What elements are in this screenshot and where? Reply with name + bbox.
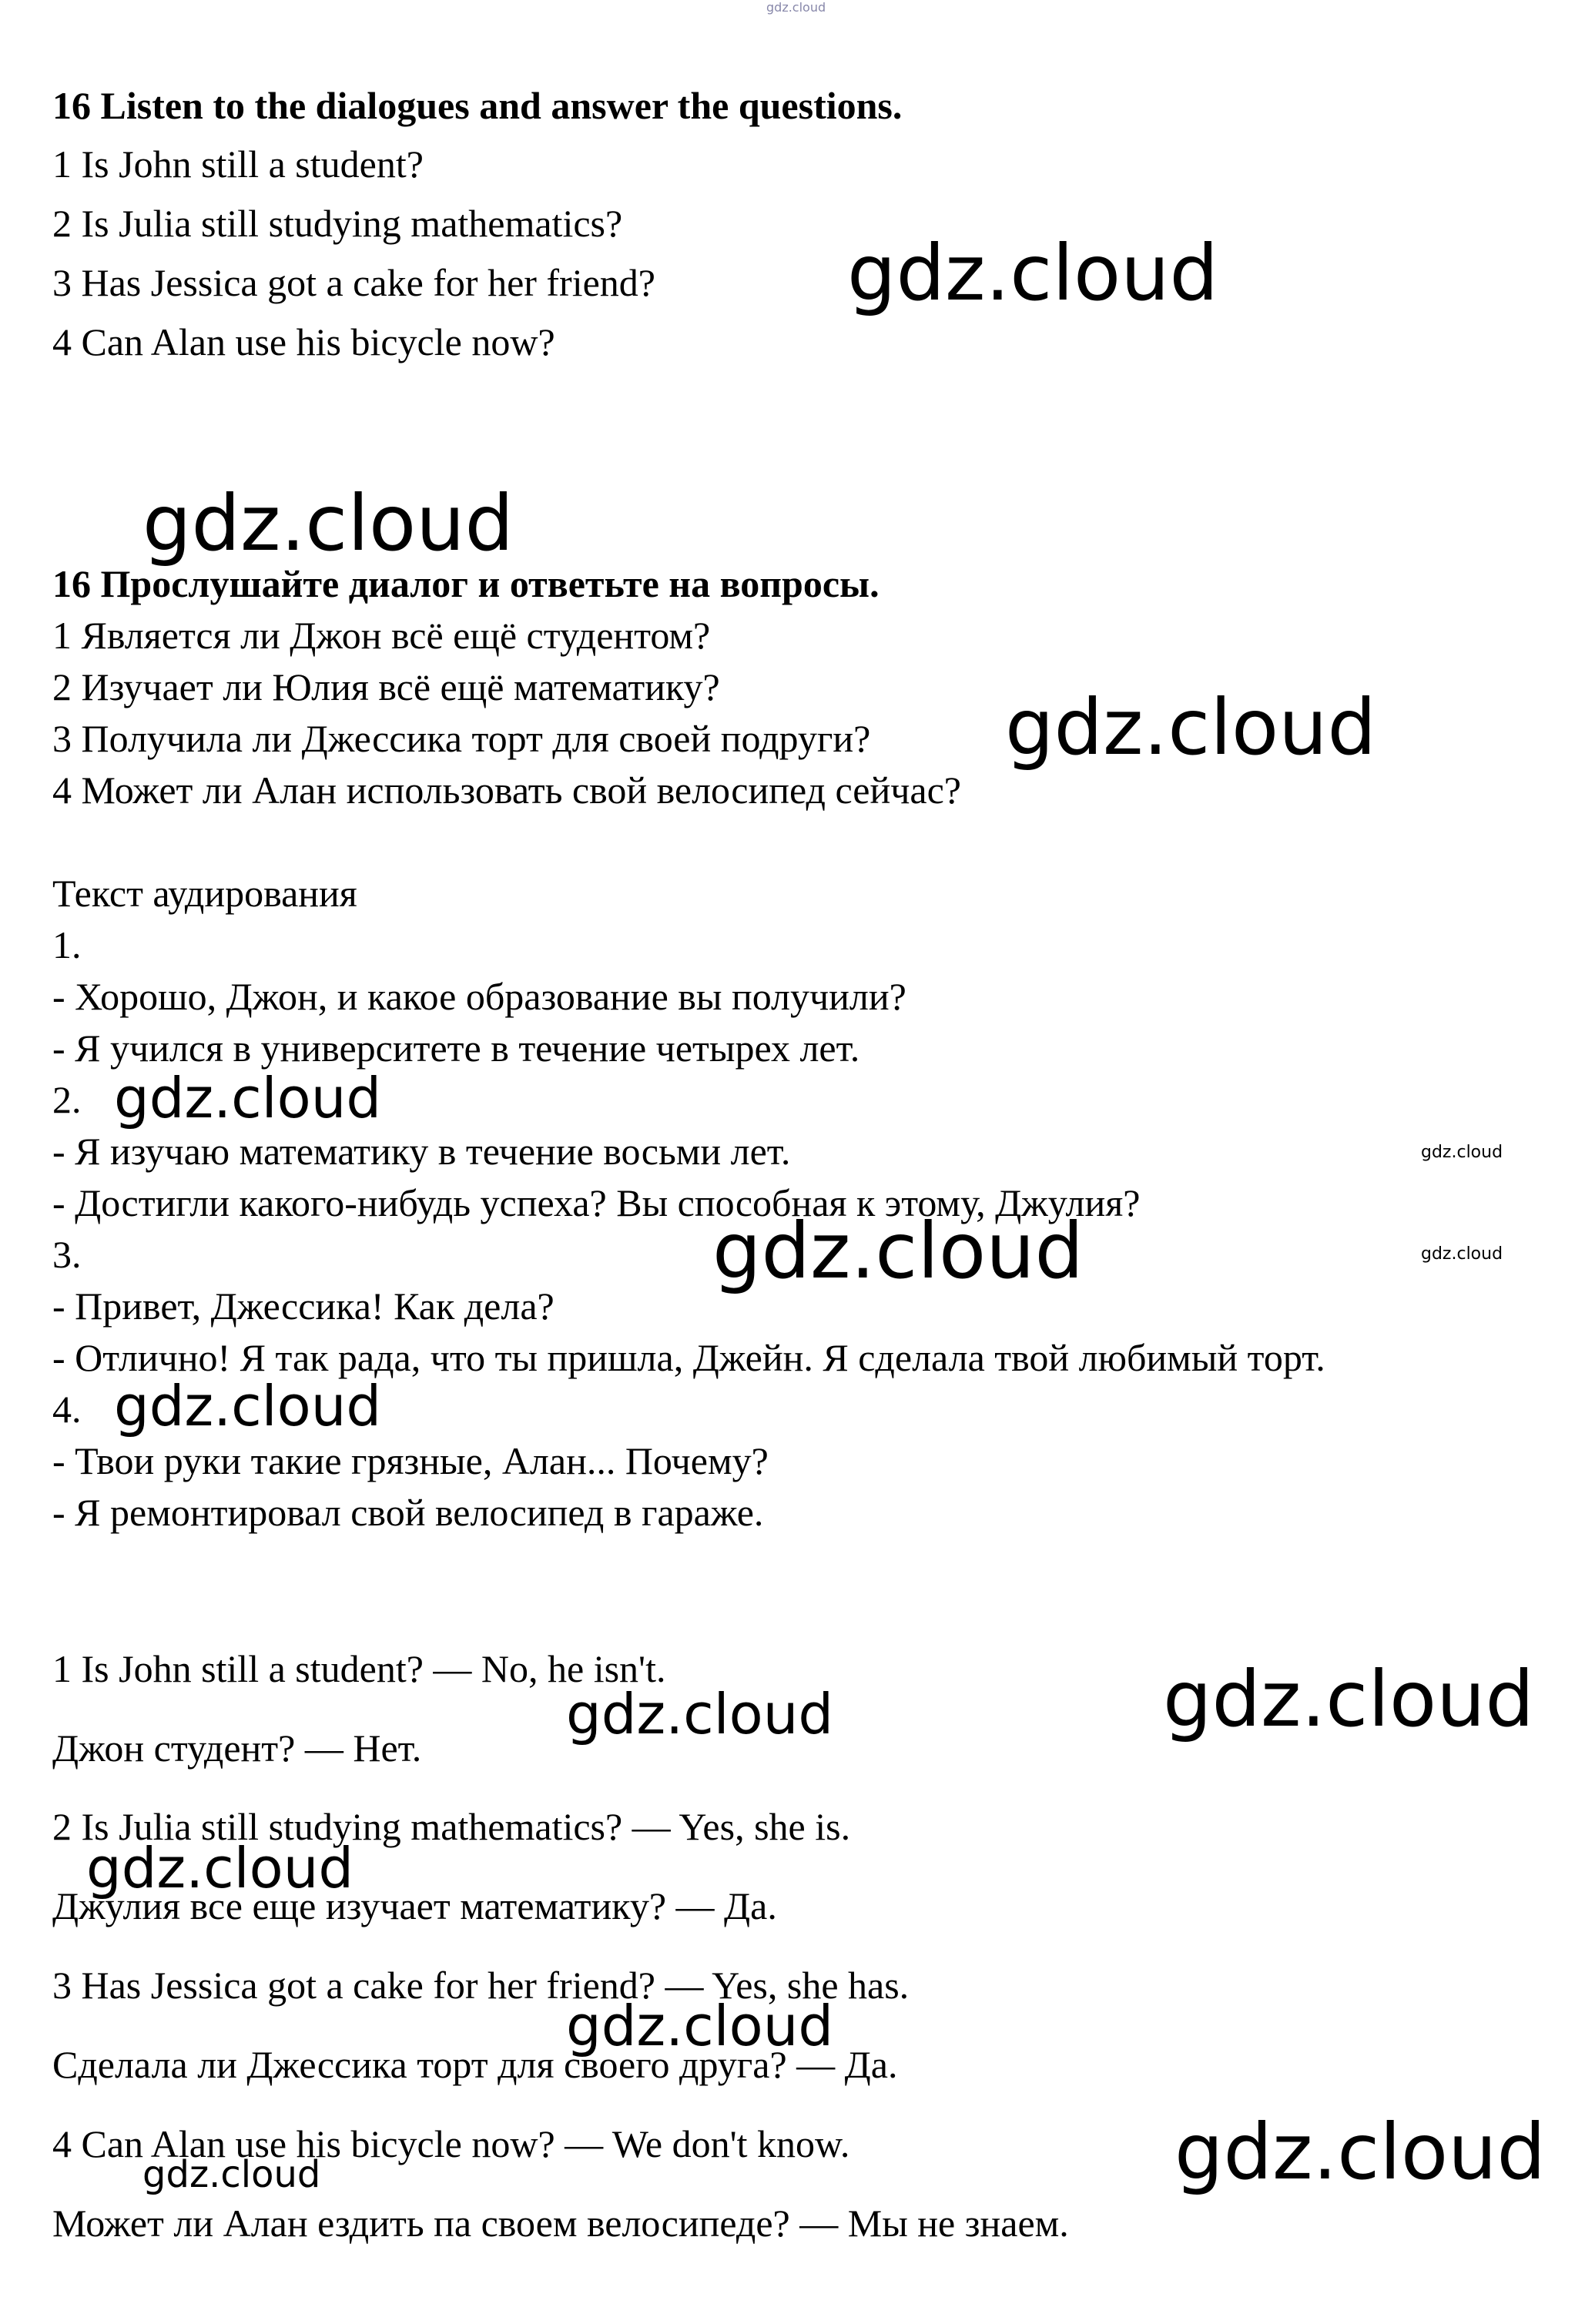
watermark-9: gdz.cloud — [1163, 1654, 1535, 1744]
dialogue-number: 2. — [52, 1078, 82, 1121]
answer-english: 4 Can Alan use his bicycle now? — We don't know. — [52, 2122, 850, 2165]
watermark-2: gdz.cloud — [142, 478, 514, 568]
dialogue-line: - Отлично! Я так рада, что ты пришла, Джейн. Я сделала твой любимый торт. — [52, 1336, 1325, 1379]
transcript-heading: Текст аудирования — [52, 872, 357, 915]
dialogue-line: - Твои руки такие грязные, Алан... Почему? — [52, 1439, 769, 1482]
dialogue-number: 4. — [52, 1388, 82, 1431]
task-question: 3 Has Jessica got a cake for her friend? — [52, 261, 655, 304]
watermark-13: gdz.cloud — [1174, 2107, 1546, 2197]
watermark-7: gdz.cloud — [1421, 1244, 1503, 1264]
dialogue-line: - Хорошо, Джон, и какое образование вы получили? — [52, 975, 906, 1018]
watermark-4: gdz.cloud — [114, 1066, 382, 1130]
answer-english: 3 Has Jessica got a cake for her friend? — Yes, she has. — [52, 1964, 910, 2007]
answer-english: 2 Is Julia still studying mathematics? — Yes, she is. — [52, 1805, 851, 1848]
dialogue-line: - Я ремонтировал свой велосипед в гараже. — [52, 1491, 764, 1534]
dialogue-line: - Я изучаю математику в течение восьми лет. — [52, 1130, 791, 1173]
task-question: 1 Is John still a student? — [52, 142, 424, 186]
watermark-11: gdz.cloud — [86, 1836, 354, 1900]
watermark-1: gdz.cloud — [847, 228, 1219, 318]
watermark-5: gdz.cloud — [1421, 1143, 1503, 1162]
answer-russian: Сделала ли Джессика торт для своего друга? — Да. — [52, 2043, 898, 2086]
translation-question: 4 Может ли Алан использовать свой велосипед сейчас? — [52, 769, 961, 812]
watermark-6: gdz.cloud — [712, 1206, 1084, 1296]
watermark-8: gdz.cloud — [114, 1374, 382, 1438]
dialogue-line: - Привет, Джессика! Как дела? — [52, 1284, 555, 1328]
translation-question: 2 Изучает ли Юлия всё ещё математику? — [52, 665, 720, 708]
answer-english: 1 Is John still a student? — No, he isn't. — [52, 1647, 666, 1690]
task-title: 16 Listen to the dialogues and answer the questions. — [52, 84, 903, 127]
dialogue-number: 1. — [52, 923, 82, 966]
translation-title: 16 Прослушайте диалог и ответьте на вопросы. — [52, 562, 880, 605]
watermark-14: gdz.cloud — [142, 2153, 321, 2196]
task-question: 2 Is Julia still studying mathematics? — [52, 202, 623, 245]
answer-russian: Может ли Алан ездить па своем велосипеде? — Мы не знаем. — [52, 2202, 1069, 2245]
translation-question: 1 Является ли Джон всё ещё студентом? — [52, 614, 711, 657]
dialogue-line: - Я учился в университете в течение четырех лет. — [52, 1026, 860, 1070]
answer-russian: Джулия все еще изучает математику? — Да. — [52, 1884, 777, 1927]
answer-russian: Джон студент? — Нет. — [52, 1726, 422, 1770]
task-question: 4 Can Alan use his bicycle now? — [52, 320, 555, 363]
watermark-top: gdz.cloud — [766, 0, 826, 15]
watermark-3: gdz.cloud — [1005, 682, 1377, 772]
watermark-12: gdz.cloud — [566, 1994, 834, 2058]
dialogue-number: 3. — [52, 1233, 82, 1276]
dialogue-line: - Достигли какого-нибудь успеха? Вы способная к этому, Джулия? — [52, 1181, 1141, 1224]
translation-question: 3 Получила ли Джессика торт для своей подруги? — [52, 717, 871, 760]
watermark-10: gdz.cloud — [566, 1682, 834, 1746]
